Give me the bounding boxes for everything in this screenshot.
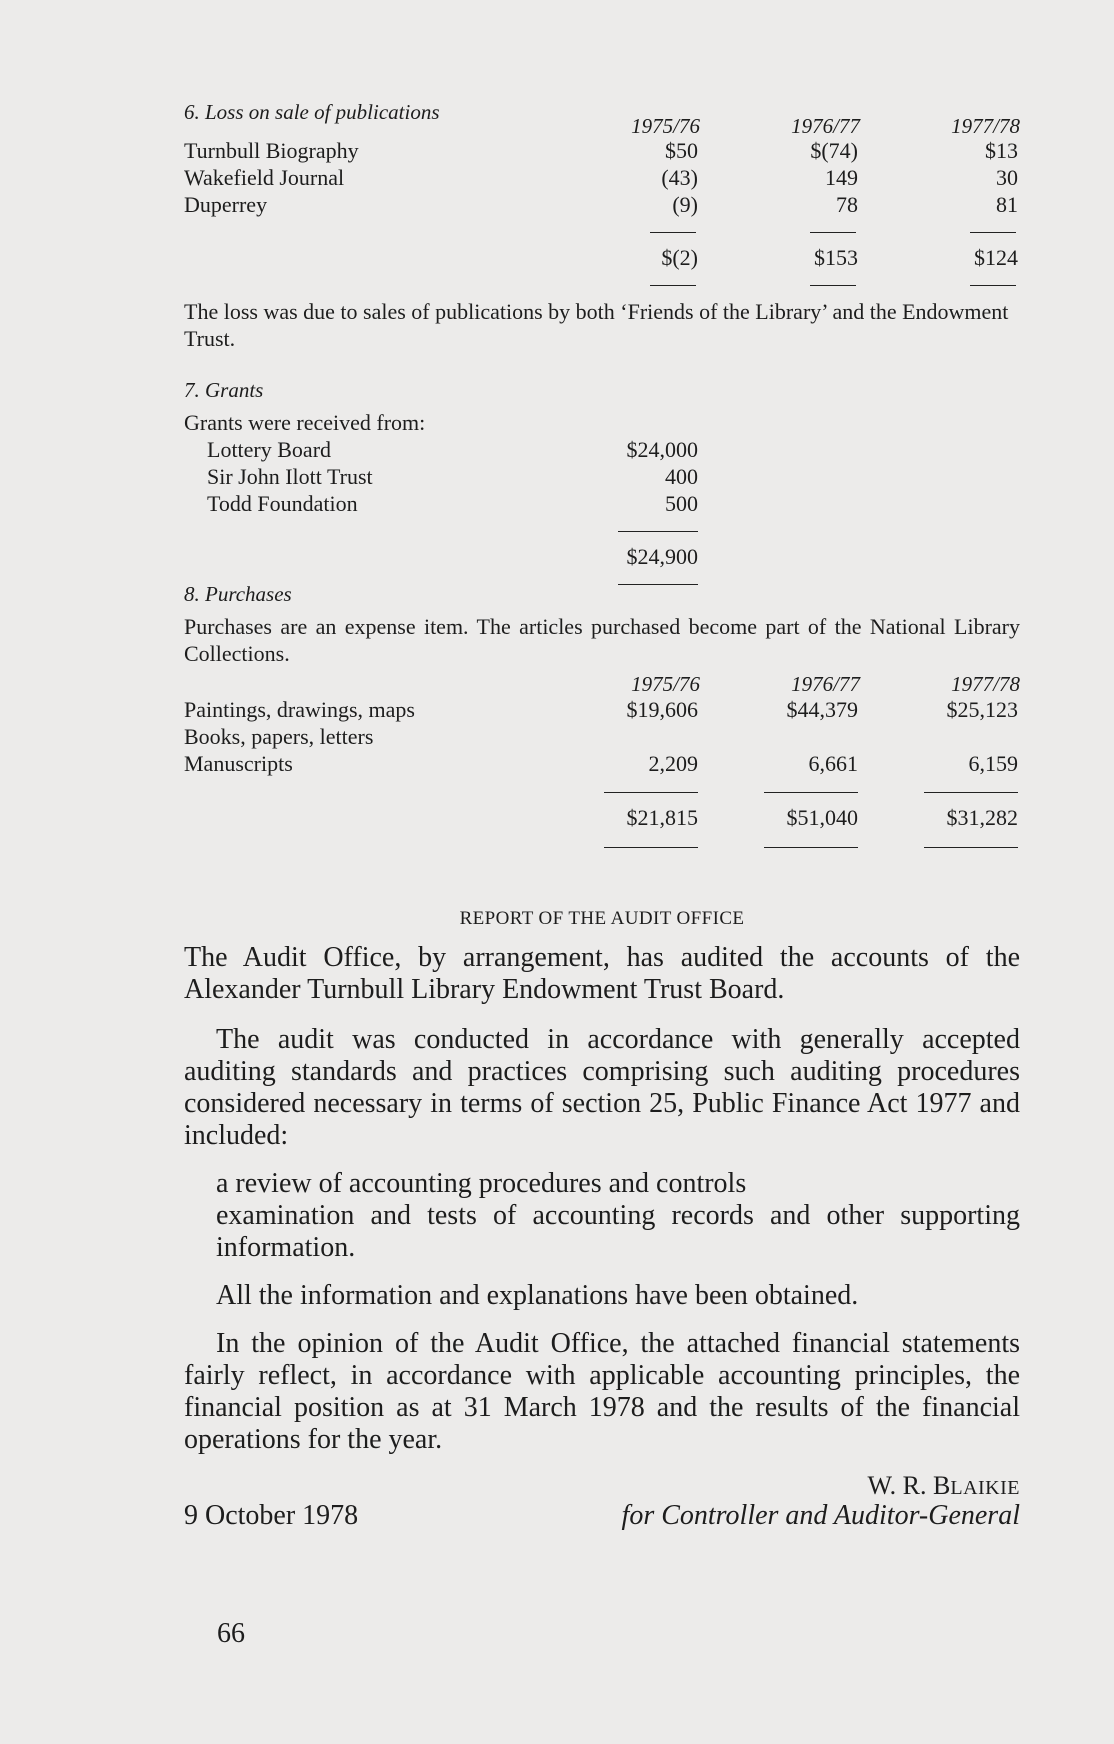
- rule: [650, 232, 696, 233]
- rule: [618, 584, 698, 585]
- page-number: 66: [217, 1618, 245, 1649]
- cell: $50: [665, 138, 698, 163]
- year-header-1: 1975/76: [631, 672, 700, 696]
- signatory-title: for Controller and Auditor-General: [621, 1500, 1020, 1531]
- rule: [970, 285, 1016, 286]
- row-label: Duperrey: [184, 192, 268, 217]
- signatory-surname-rest: LAIKIE: [950, 1477, 1020, 1499]
- rule: [970, 232, 1016, 233]
- report-paragraph-1: The Audit Office, by arrangement, has audited the accounts of the Alexander Turnbull Library Endowment Trust Board.: [184, 942, 1020, 1005]
- total-cell: $124: [974, 245, 1018, 270]
- rule: [618, 531, 698, 532]
- report-paragraph-3: All the information and explanations have been obtained.: [216, 1280, 859, 1311]
- total-cell: $24,900: [626, 544, 698, 569]
- rule: [604, 792, 698, 793]
- cell: 500: [665, 491, 698, 516]
- rule: [924, 792, 1018, 793]
- report-list-item-1: a review of accounting procedures and controls: [216, 1168, 747, 1199]
- cell: (43): [661, 165, 698, 190]
- report-heading: REPORT OF THE AUDIT OFFICE: [459, 908, 745, 929]
- year-header-1: 1975/76: [631, 114, 700, 138]
- rule: [810, 232, 856, 233]
- cell: $(74): [810, 138, 858, 163]
- cell: (9): [672, 192, 698, 217]
- year-header-3: 1977/78: [951, 114, 1020, 138]
- rule: [764, 847, 858, 848]
- signatory-initials: W. R. B: [867, 1471, 951, 1500]
- cell: 81: [996, 192, 1018, 217]
- cell: 6,661: [808, 751, 858, 776]
- row-label: Wakefield Journal: [184, 165, 345, 190]
- rule: [604, 847, 698, 848]
- cell: 78: [836, 192, 858, 217]
- row-label: Paintings, drawings, maps: [184, 697, 415, 722]
- total-cell: $(2): [661, 245, 698, 270]
- cell: $25,123: [946, 697, 1018, 722]
- section-8-heading: 8. Purchases: [184, 582, 292, 606]
- section-7-heading: 7. Grants: [184, 378, 264, 402]
- signatory-name: [700, 1471, 1020, 1501]
- rule: [764, 792, 858, 793]
- rule: [650, 285, 696, 286]
- total-cell: $21,815: [626, 805, 698, 830]
- row-label: Manuscripts: [184, 751, 293, 776]
- row-label: Lottery Board: [207, 437, 332, 462]
- year-header-2: 1976/77: [791, 114, 860, 138]
- rule: [810, 285, 856, 286]
- cell: $13: [985, 138, 1018, 163]
- row-label: Books, papers, letters: [184, 724, 374, 749]
- section-6-heading: 6. Loss on sale of publications: [184, 100, 440, 124]
- report-paragraph-4: In the opinion of the Audit Office, the attached financial statements fairly reflect, in accordance with applicable accounting principles, the financial position as at 31 March 1978 and the results of the financial operations for the year.: [184, 1328, 1020, 1455]
- cell: $19,606: [626, 697, 698, 722]
- year-header-2: 1976/77: [791, 672, 860, 696]
- cell: $44,379: [786, 697, 858, 722]
- section-6-note: The loss was due to sales of publications by both ‘Friends of the Library’ and the Endowment Trust.: [184, 299, 1009, 351]
- cell: $24,000: [626, 437, 698, 462]
- row-label: Sir John Ilott Trust: [207, 464, 373, 489]
- purchases-intro: Purchases are an expense item. The articles purchased become part of the National Library Collections.: [184, 614, 1020, 666]
- total-cell: $31,282: [946, 805, 1018, 830]
- cell: 2,209: [648, 751, 698, 776]
- year-header-3: 1977/78: [951, 672, 1020, 696]
- cell: 400: [665, 464, 698, 489]
- row-label: Turnbull Biography: [184, 138, 359, 163]
- cell: 6,159: [968, 751, 1018, 776]
- cell: 30: [996, 165, 1018, 190]
- grants-intro: Grants were received from:: [184, 410, 426, 435]
- rule: [924, 847, 1018, 848]
- report-paragraph-2: The audit was conducted in accordance with generally accepted auditing standards and practices comprising such auditing procedures considered necessary in terms of section 25, Public Finance Act 1977 and included:: [184, 1024, 1020, 1151]
- report-list-item-2: examination and tests of accounting records and other supporting information.: [216, 1200, 1020, 1263]
- row-label: Todd Foundation: [207, 491, 358, 516]
- cell: 149: [825, 165, 858, 190]
- total-cell: $153: [814, 245, 858, 270]
- total-cell: $51,040: [786, 805, 858, 830]
- report-date: 9 October 1978: [184, 1500, 359, 1531]
